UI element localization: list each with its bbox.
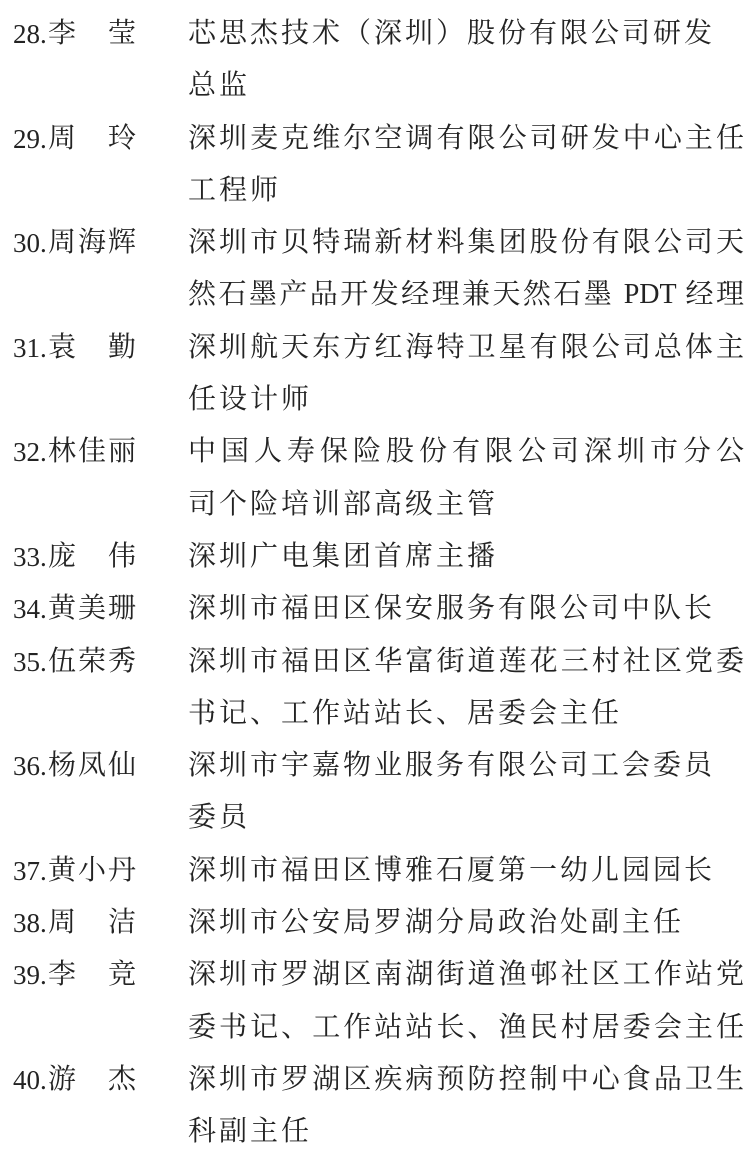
entry-number: 34.	[13, 594, 47, 625]
entry-title	[188, 531, 744, 583]
entry-number: 33.	[13, 541, 47, 572]
entry-name-char: 辉	[107, 227, 136, 259]
list-item	[0, 426, 754, 531]
entry-name	[48, 426, 136, 478]
entry-name-char: 黄	[48, 854, 77, 886]
entry-name-char: 袁	[48, 331, 77, 363]
entry-title-line: 深圳市福田区博雅石厦第一幼儿园园长	[188, 854, 716, 886]
entry-title	[188, 8, 744, 113]
entry-number: 35.	[13, 646, 47, 677]
entry-title	[188, 217, 744, 322]
list-item	[0, 636, 754, 741]
entry-name-char: 美	[77, 593, 106, 625]
entry-name-char: 荣	[77, 645, 106, 677]
list-item	[0, 897, 754, 949]
entry-title-line: 深圳市罗湖区疾病预防控制中心食品卫生	[188, 1063, 744, 1095]
entry-title-line: 科副主任	[188, 1116, 313, 1148]
entry-title-line: 芯思杰技术（深圳）股份有限公司研发总监	[188, 18, 716, 102]
entry-number: 31.	[13, 332, 47, 363]
entry-number: 40.	[13, 1064, 47, 1095]
entry-title-line: 深圳市宇嘉物业服务有限公司工会委员委员	[188, 750, 716, 834]
list-item	[0, 845, 754, 897]
entry-number: 36.	[13, 751, 47, 782]
entry-title-line: 深圳航天东方红海特卫星有限公司总体主	[188, 331, 744, 363]
entry-number: 32.	[13, 437, 47, 468]
list-item	[0, 322, 754, 427]
entry-number: 28.	[13, 19, 47, 49]
entry-title	[188, 322, 744, 427]
entry-title	[188, 113, 744, 218]
entry-title-line: 深圳市福田区保安服务有限公司中队长	[188, 593, 716, 625]
entry-title	[188, 636, 744, 741]
entry-name	[48, 1054, 136, 1106]
entry-name-char: 杨	[48, 750, 77, 782]
entry-name-char: 莹	[107, 18, 136, 49]
list-item	[0, 531, 754, 583]
entry-name-char: 丽	[107, 436, 136, 468]
entry-name	[48, 845, 136, 897]
entry-name	[48, 740, 136, 792]
entry-name	[48, 8, 136, 60]
list-item	[0, 583, 754, 635]
entry-title	[188, 583, 744, 635]
entry-name-char: 玲	[107, 122, 136, 154]
entry-title	[188, 1054, 744, 1159]
entry-name-char: 海	[77, 227, 106, 259]
entry-name	[48, 531, 136, 583]
entry-number: 30.	[13, 228, 47, 259]
entry-name	[48, 322, 136, 374]
entry-name	[48, 949, 136, 1001]
entry-name-char: 凤	[77, 750, 106, 782]
list-item	[0, 949, 754, 1054]
entry-name	[48, 636, 136, 688]
entry-name-char: 周	[48, 227, 77, 259]
entry-title-line: 深圳市公安局罗湖分局政治处副主任	[188, 907, 685, 939]
entry-title-line: 工程师	[188, 174, 282, 206]
entry-number: 39.	[13, 960, 47, 991]
list-item	[0, 740, 754, 845]
entry-name-char: 珊	[107, 593, 136, 625]
entry-name-char: 周	[48, 907, 77, 939]
entry-title-line: 深圳市福田区华富街道莲花三村社区党委	[188, 645, 744, 677]
entry-title	[188, 426, 744, 531]
entry-number: 37.	[13, 855, 47, 886]
entry-name	[48, 113, 136, 165]
entry-title-line: 委书记、工作站站长、渔民村居委会主任	[188, 1011, 744, 1043]
entry-title-line: 然石墨产品开发经理兼天然石墨 PDT 经理	[188, 279, 744, 311]
entry-name-char: 竞	[107, 959, 136, 991]
entry-name-char: 游	[48, 1063, 77, 1095]
entry-title-line: 深圳麦克维尔空调有限公司研发中心主任	[188, 122, 744, 154]
entry-name-char: 勤	[107, 331, 136, 363]
entry-name-char: 杰	[107, 1063, 136, 1095]
entry-number: 29.	[13, 123, 47, 154]
entry-name-char: 周	[48, 122, 77, 154]
entry-title	[188, 897, 744, 949]
entry-name-char: 李	[48, 959, 77, 991]
entry-title-line: 书记、工作站站长、居委会主任	[188, 697, 623, 729]
entry-name-char: 伍	[48, 645, 77, 677]
entry-title-line: 任设计师	[188, 384, 313, 416]
entry-name	[48, 583, 136, 635]
entry-title	[188, 949, 744, 1054]
list-item	[0, 113, 754, 218]
entry-name-char: 丹	[107, 854, 136, 886]
entry-title-line: 深圳市贝特瑞新材料集团股份有限公司天	[188, 227, 744, 259]
entry-name-char: 秀	[107, 645, 136, 677]
entry-title	[188, 740, 744, 845]
entry-name-char: 林	[48, 436, 77, 468]
entry-name-char: 洁	[107, 907, 136, 939]
entry-title-line: 司个险培训部高级主管	[188, 488, 499, 520]
entry-number: 38.	[13, 908, 47, 939]
entry-list	[0, 8, 754, 1159]
entry-name-char: 黄	[48, 593, 77, 625]
entry-name	[48, 217, 136, 269]
entry-name-char: 李	[48, 18, 77, 49]
list-item	[0, 1054, 754, 1159]
list-item	[0, 8, 754, 113]
entry-name-char: 佳	[77, 436, 106, 468]
entry-name-char: 仙	[107, 750, 136, 782]
entry-title	[188, 845, 744, 897]
entry-title-line: 深圳市罗湖区南湖街道渔邨社区工作站党	[188, 959, 744, 991]
entry-name-char: 庞	[48, 540, 77, 572]
entry-name-char: 小	[77, 854, 106, 886]
list-item	[0, 217, 754, 322]
entry-name-char: 伟	[107, 540, 136, 572]
entry-title-line: 深圳广电集团首席主播	[188, 540, 499, 572]
entry-title-line: 中国人寿保险股份有限公司深圳市分公	[188, 436, 744, 468]
entry-name	[48, 897, 136, 949]
